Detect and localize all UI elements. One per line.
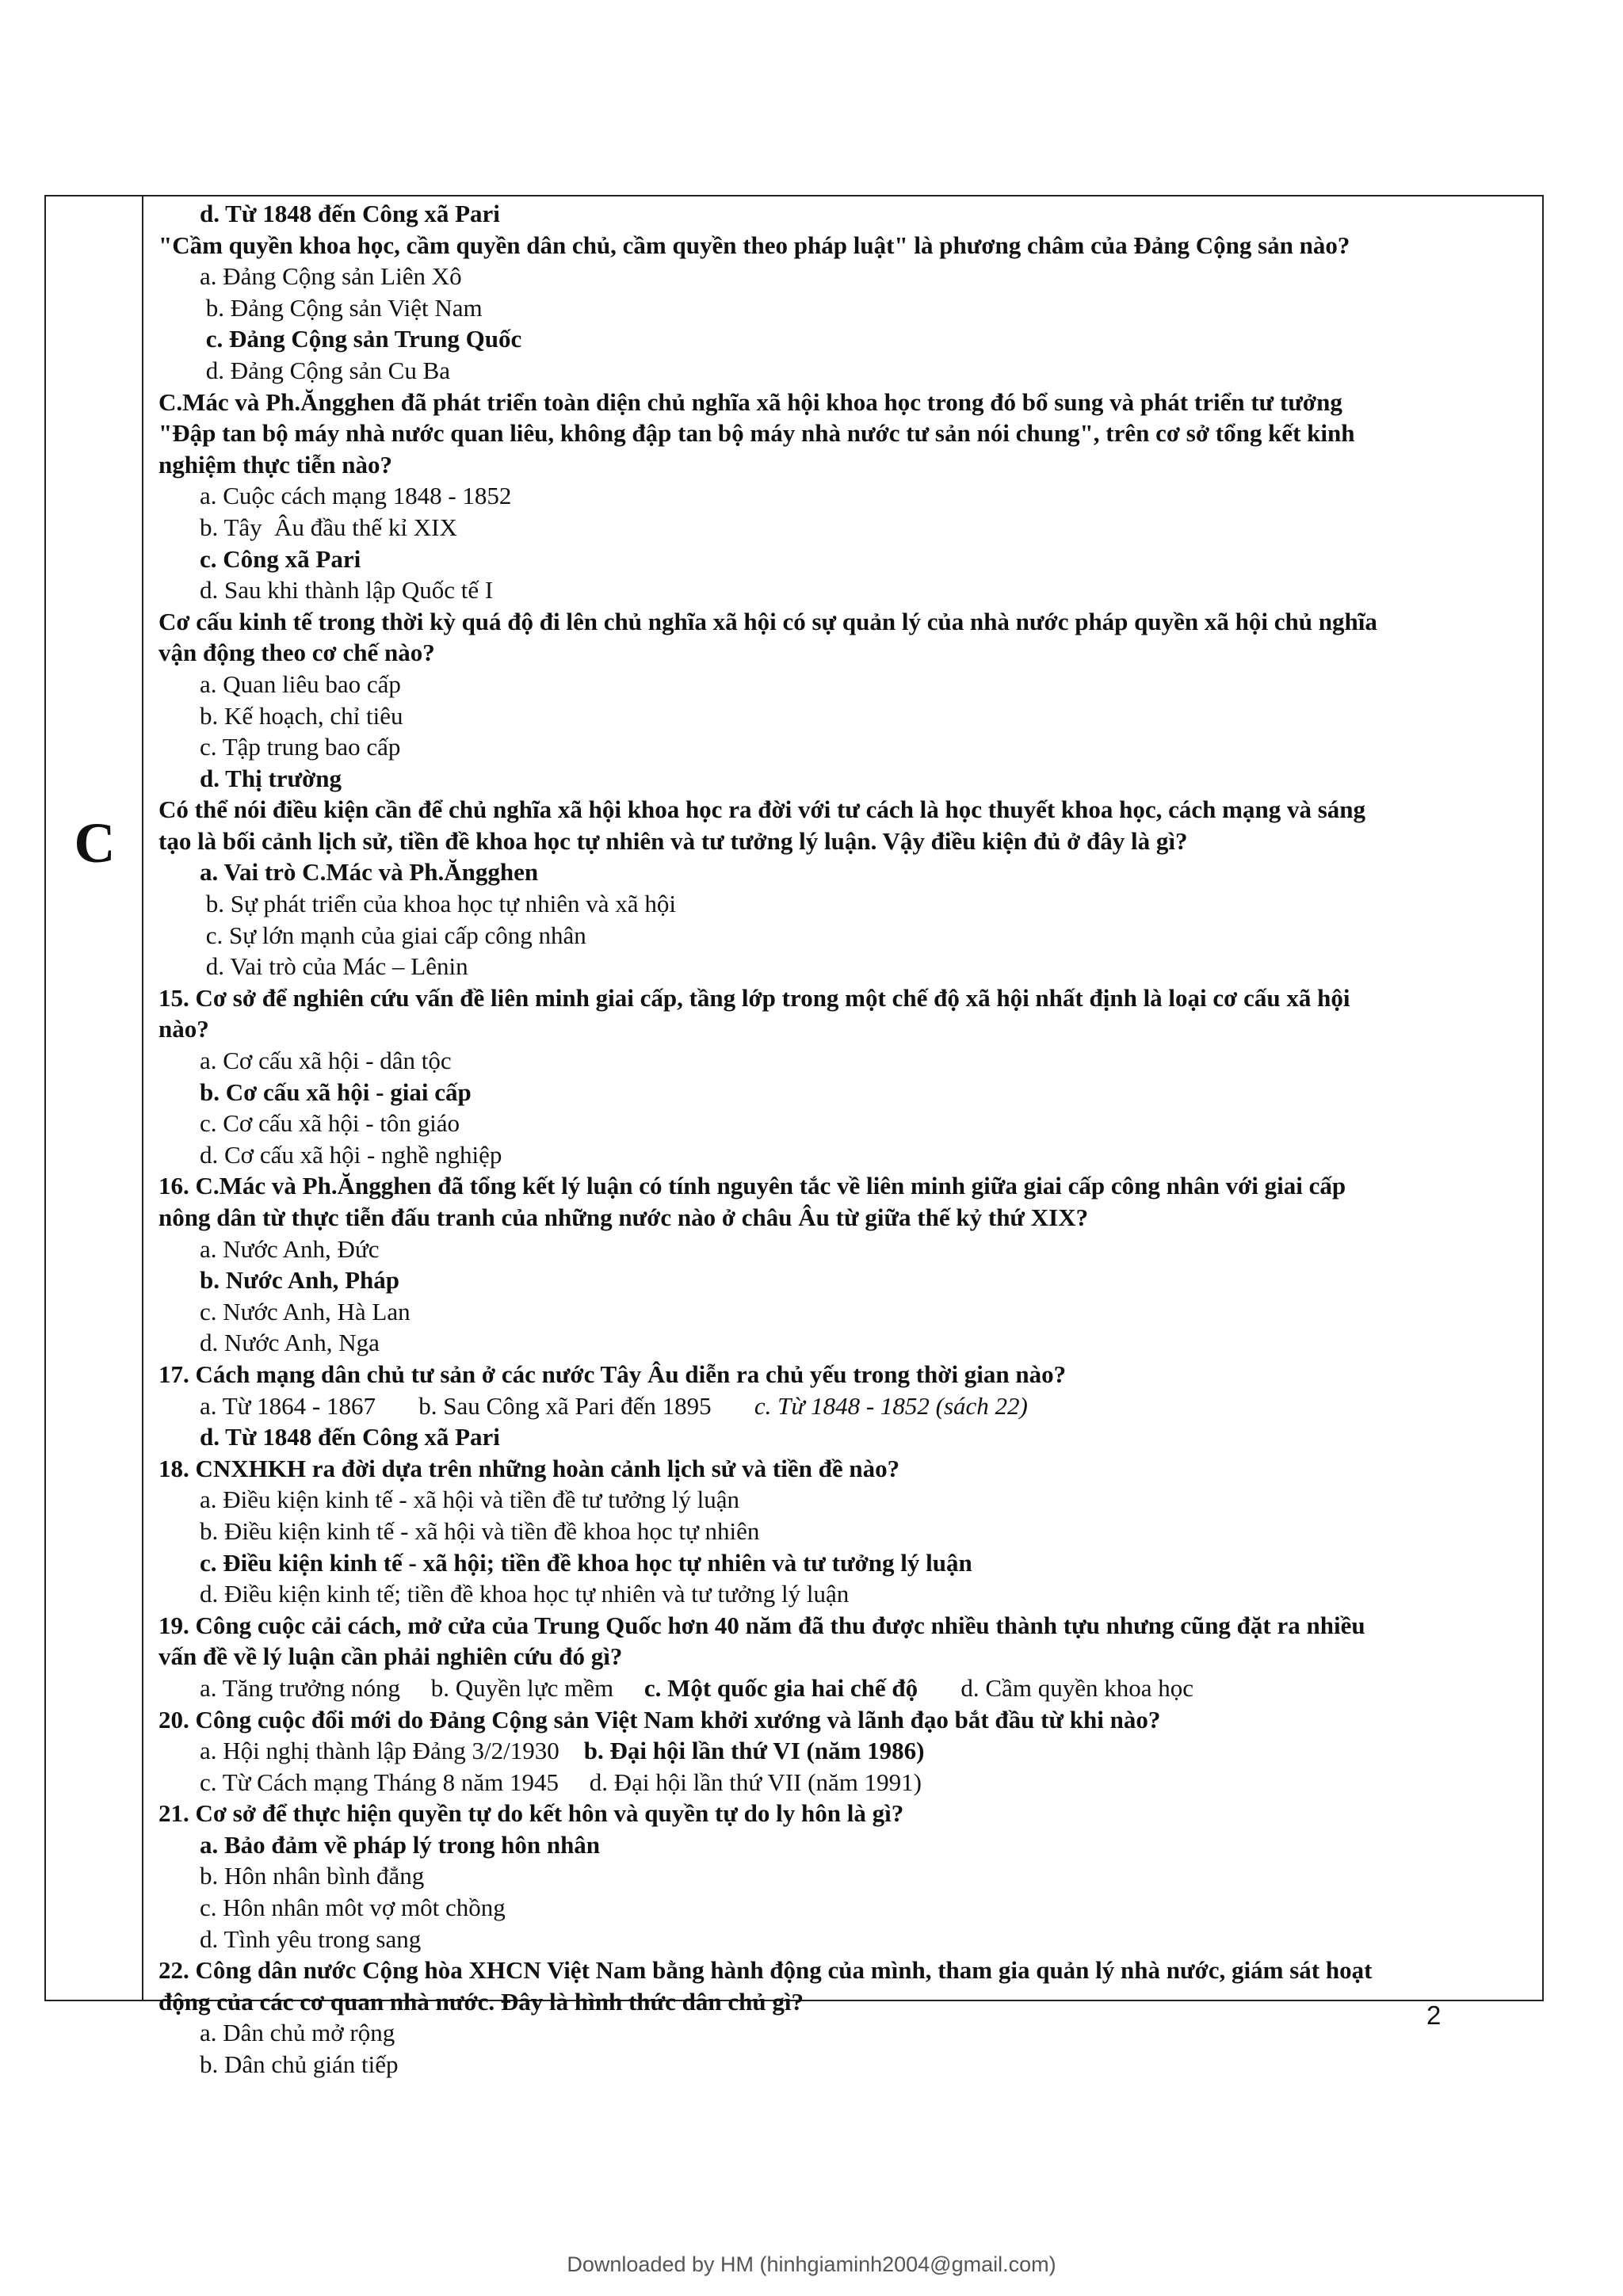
answer-option-line bbox=[158, 1672, 1537, 1704]
answer-option-line: d. Vai trò của Mác – Lênin bbox=[200, 952, 468, 981]
question-text-line: 20. Công cuộc đổi mới do Đảng Cộng sản Việt Nam khởi xướng và lãnh đạo bắt đầu từ khi nào? bbox=[158, 1705, 1161, 1733]
answer-option-line: b. Tây Âu đầu thế kỉ XIX bbox=[200, 513, 457, 541]
question-text-line: tạo là bối cảnh lịch sử, tiền đề khoa học tự nhiên và tư tưởng lý luận. Vậy điều kiện đủ ở đây là gì? bbox=[158, 826, 1188, 855]
answer-option-segment: c. Một quốc gia hai chế độ bbox=[643, 1673, 918, 1702]
answer-option-line: d. Cơ cấu xã hội - nghề nghiệp bbox=[200, 1140, 502, 1169]
answer-option-segment: b. Đại hội lần thứ VI (năm 1986) bbox=[583, 1737, 925, 1765]
page-number: 2 bbox=[1426, 2000, 1442, 2030]
answer-option-segment: a. Từ 1864 - 1867 b. Sau Công xã Pari đến 1895 bbox=[200, 1391, 754, 1420]
answer-option-line: c. Điều kiện kinh tế - xã hội; tiền đề khoa học tự nhiên và tư tưởng lý luận bbox=[200, 1548, 972, 1577]
question-table bbox=[44, 195, 1544, 2079]
answer-option-line: d. Nước Anh, Nga bbox=[200, 1329, 380, 1357]
answer-option-line: b. Đảng Cộng sản Việt Nam bbox=[200, 293, 483, 322]
answer-option-line: a. Bảo đảm về pháp lý trong hôn nhân bbox=[200, 1830, 601, 1859]
answer-option-line: c. Từ Cách mạng Tháng 8 năm 1945 d. Đại hội lần thứ VII (năm 1991) bbox=[200, 1768, 922, 1796]
answer-option-line: b. Điều kiện kinh tế - xã hội và tiền đề khoa học tự nhiên bbox=[200, 1516, 760, 1545]
question-text-line: động của các cơ quan nhà nước. Đây là hình thức dân chủ gì? bbox=[158, 1987, 804, 2016]
question-text-line: 17. Cách mạng dân chủ tư sản ở các nước Tây Âu diễn ra chủ yếu trong thời gian nào? bbox=[158, 1360, 1067, 1388]
question-text-line: Có thể nói điều kiện cần để chủ nghĩa xã hội khoa học ra đời với tư cách là học thuyết khoa học, cách mạng và sáng bbox=[158, 795, 1366, 824]
question-text-line: C.Mác và Ph.Ăngghen đã phát triển toàn diện chủ nghĩa xã hội khoa học trong đó bổ sung và phát triển tư tưởng bbox=[158, 387, 1342, 416]
question-list bbox=[158, 198, 1537, 2081]
answer-option-line: c. Đảng Cộng sản Trung Quốc bbox=[200, 325, 522, 353]
answer-option-segment: d. Cầm quyền khoa học bbox=[918, 1673, 1193, 1702]
question-text-line: nông dân từ thực tiễn đấu tranh của những nước nào ở châu Âu từ giữa thế kỷ thứ XIX? bbox=[158, 1203, 1089, 1231]
answer-option-line: c. Sự lớn mạnh của giai cấp công nhân bbox=[200, 921, 586, 949]
answer-option-line: a. Nước Anh, Đức bbox=[200, 1234, 380, 1263]
answer-option-line: d. Sau khi thành lập Quốc tế I bbox=[200, 576, 494, 605]
answer-option-segment: c. Từ 1848 - 1852 (sách 22) bbox=[754, 1391, 1028, 1420]
answer-option-line: c. Cơ cấu xã hội - tôn giáo bbox=[200, 1109, 460, 1138]
answer-option-line: a. Điều kiện kinh tế - xã hội và tiền đề tư tưởng lý luận bbox=[200, 1486, 740, 1514]
answer-option-line: a. Cơ cấu xã hội - dân tộc bbox=[200, 1047, 452, 1075]
answer-option-segment: a. Hội nghị thành lập Đảng 3/2/1930 bbox=[200, 1737, 584, 1765]
answer-option-line: d. Điều kiện kinh tế; tiền đề khoa học tự nhiên và tư tưởng lý luận bbox=[200, 1580, 850, 1608]
question-text-line: 19. Công cuộc cải cách, mở cửa của Trung Quốc hơn 40 năm đã thu được nhiều thành tựu nhưng cũng đặt ra nhiều bbox=[158, 1611, 1365, 1639]
answer-option-line: a. Cuộc cách mạng 1848 - 1852 bbox=[200, 482, 512, 510]
section-letter-column bbox=[46, 196, 143, 2000]
question-text-line: 21. Cơ sở để thực hiện quyền tự do kết hôn và quyền tự do ly hôn là gì? bbox=[158, 1799, 904, 1828]
answer-option-line: a. Dân chủ mở rộng bbox=[200, 2019, 395, 2047]
answer-option-line: a. Quan liêu bao cấp bbox=[200, 669, 401, 698]
question-text-line: "Đập tan bộ máy nhà nước quan liêu, không đập tan bộ máy nhà nước tư sản nói chung", trên cơ sở tổng kết kinh bbox=[158, 419, 1355, 448]
answer-option-line: b. Dân chủ gián tiếp bbox=[200, 2050, 399, 2079]
question-text-line: 22. Công dân nước Cộng hòa XHCN Việt Nam bằng hành động của mình, tham gia quản lý nhà nước, giám sát hoạt bbox=[158, 1956, 1373, 1985]
answer-option-line: d. Tình yêu trong sang bbox=[200, 1924, 422, 1953]
question-text-line: nghiệm thực tiễn nào? bbox=[158, 450, 393, 479]
download-footer: Downloaded by HM (hinhgiaminh2004@gmail.com) bbox=[567, 2252, 1056, 2276]
answer-option-line: d. Thị trường bbox=[200, 764, 342, 792]
answer-option-line: c. Hôn nhân môt vợ môt chồng bbox=[200, 1894, 506, 1922]
section-letter: C bbox=[74, 811, 116, 875]
question-text-line: 15. Cơ sở để nghiên cứu vấn đề liên minh giai cấp, tầng lớp trong một chế độ xã hội nhất định là loại cơ cấu xã hội bbox=[158, 983, 1350, 1012]
answer-option-line: d. Từ 1848 đến Công xã Pari bbox=[200, 1423, 500, 1451]
answer-option-line: c. Tập trung bao cấp bbox=[200, 733, 401, 761]
question-text-line: 18. CNXHKH ra đời dựa trên những hoàn cảnh lịch sử và tiền đề nào? bbox=[158, 1454, 900, 1482]
question-text-line: vấn đề về lý luận cần phải nghiên cứu đó gì? bbox=[158, 1642, 623, 1671]
question-text-line: "Cầm quyền khoa học, cầm quyền dân chủ, cầm quyền theo pháp luật" là phương châm của Đảng Cộng sản nào? bbox=[158, 231, 1350, 259]
answer-option-line: a. Đảng Cộng sản Liên Xô bbox=[200, 262, 462, 291]
answer-option-line: c. Công xã Pari bbox=[200, 544, 361, 573]
question-text-line: Cơ cấu kinh tế trong thời kỳ quá độ đi lên chủ nghĩa xã hội có sự quản lý của nhà nước pháp quyền xã hội chủ nghĩa bbox=[158, 607, 1377, 635]
answer-option-line: a. Vai trò C.Mác và Ph.Ăngghen bbox=[200, 858, 539, 887]
answer-option-line: d. Đảng Cộng sản Cu Ba bbox=[200, 356, 451, 384]
question-text-line: nào? bbox=[158, 1015, 209, 1043]
answer-option-line: b. Sự phát triển của khoa học tự nhiên và xã hội bbox=[200, 890, 676, 918]
answer-option-line: c. Nước Anh, Hà Lan bbox=[200, 1297, 411, 1325]
question-text-line: 16. C.Mác và Ph.Ăngghen đã tổng kết lý luận có tính nguyên tắc về liên minh giữa giai cấp công nhân với giai cấp bbox=[158, 1172, 1346, 1200]
answer-option-line: b. Nước Anh, Pháp bbox=[200, 1266, 399, 1295]
answer-option-line bbox=[158, 1390, 1537, 1422]
answer-option-segment: a. Tăng trưởng nóng b. Quyền lực mềm bbox=[200, 1673, 644, 1702]
answer-option-line: d. Từ 1848 đến Công xã Pari bbox=[200, 200, 500, 227]
question-text-line: vận động theo cơ chế nào? bbox=[158, 639, 435, 667]
answer-option-line bbox=[158, 1735, 1537, 1767]
answer-option-line: b. Kế hoạch, chỉ tiêu bbox=[200, 701, 403, 730]
answer-option-line: b. Hôn nhân bình đẳng bbox=[200, 1862, 425, 1890]
answer-option-line: b. Cơ cấu xã hội - giai cấp bbox=[200, 1077, 472, 1106]
